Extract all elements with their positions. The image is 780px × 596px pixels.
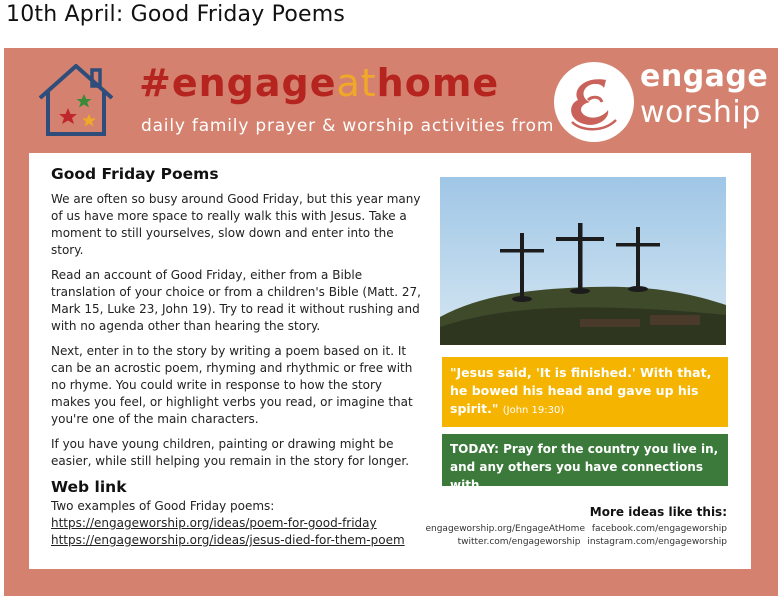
article-heading: Good Friday Poems [51,165,219,183]
hashtag-title: #engageathome [139,61,500,105]
more-ideas-links [421,523,727,549]
quote-text: "Jesus said, 'It is finished.' With that, he bowed his head and gave up his spirit." [450,365,712,416]
three-crosses-photo [440,177,726,345]
poem-link-good-friday[interactable]: https://engageworship.org/ideas/poem-for-good-friday [51,516,377,530]
banner-subtitle: daily family prayer & worship activities from [141,116,555,136]
house-with-stars-icon [34,56,118,140]
today-prayer: TODAY: Pray for the country you live in, and any others you have connections with. [442,434,728,486]
content-panel [29,153,751,569]
poem-link-jesus-died[interactable]: https://engageworship.org/ideas/jesus-died-for-them-poem [51,533,405,547]
article-paragraph: Next, enter in to the story by writing a poem based on it. It can be an acrostic poem, rhyming and rhythmic or free with no rhyme. You could write in response to how the story makes you feel, or highlight verbs you read, or imagine that you're one of the main characters. [51,344,413,426]
brand-worship: worship [640,95,761,130]
instagram-link[interactable]: instagram.com/engageworship [587,537,727,547]
quote-reference: (John 19:30) [502,405,565,416]
page-title: 10th April: Good Friday Poems [6,2,346,27]
scripture-quote [442,357,728,427]
weblink-heading: Web link [51,478,127,496]
engage-at-home-link[interactable]: engageworship.org/EngageAtHome [425,524,585,534]
article [51,165,423,549]
twitter-link[interactable]: twitter.com/engageworship [457,537,581,547]
facebook-link[interactable]: facebook.com/engageworship [591,524,727,534]
activity-card [4,48,778,596]
brand-engage: engage [640,59,769,94]
article-paragraph: If you have young children, painting or drawing might be easier, while still helping you remain in the story for longer. [51,437,410,468]
more-ideas-heading: More ideas like this: [589,505,727,519]
engage-worship-logo-icon [554,62,634,142]
weblink-intro: Two examples of Good Friday poems: [51,499,275,513]
article-paragraph: Read an account of Good Friday, either from a Bible translation of your choice or from a children's Bible (Matt. 27, Mark 15, Luke 23, John 19). Try to read it without rushing and with no agenda other than hearing the story. [51,268,421,333]
article-paragraph: We are often so busy around Good Friday, but this year many of us have more space to really walk this with Jesus. Take a moment to still yourselves, slow down and enter into the story. [51,192,421,257]
